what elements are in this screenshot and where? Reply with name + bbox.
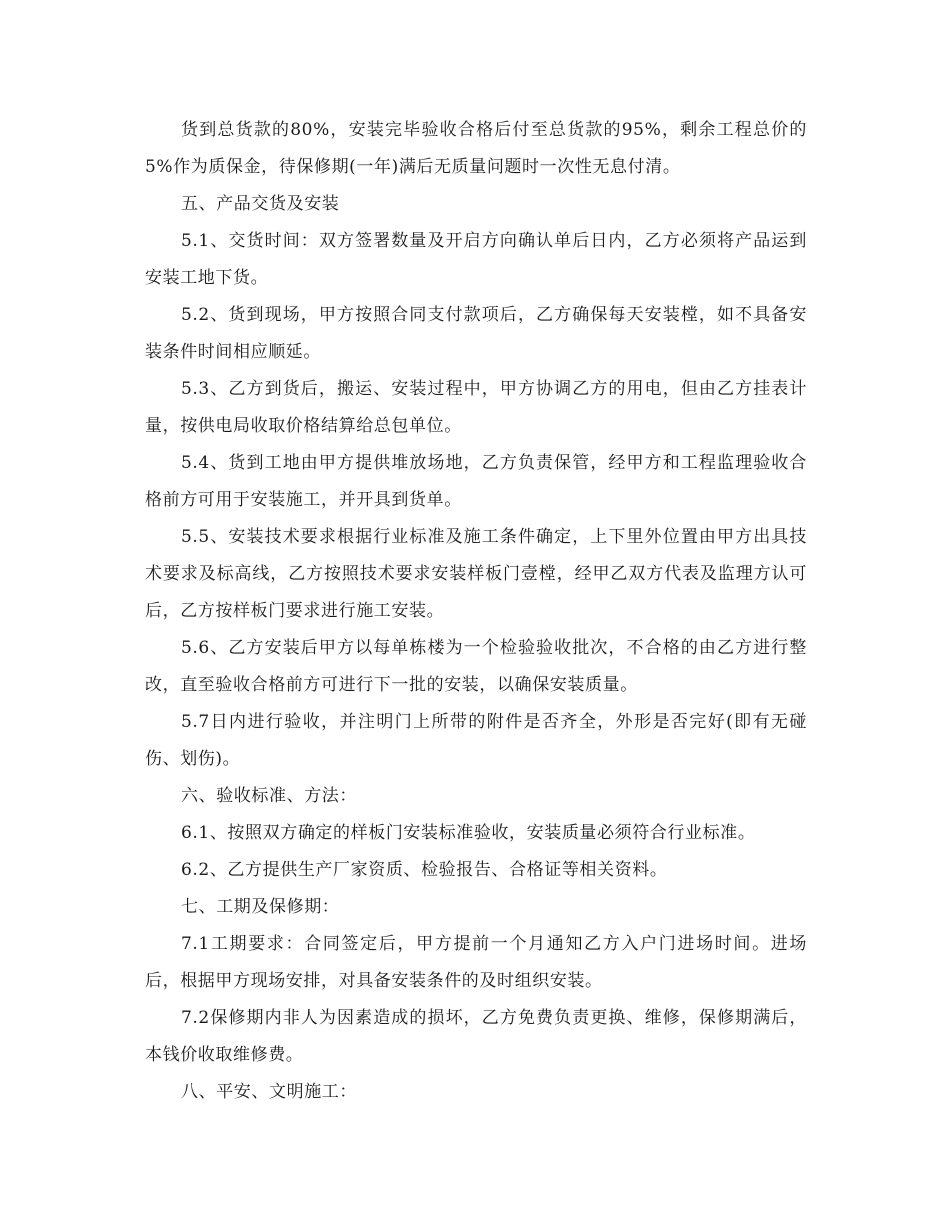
document-body — [145, 112, 807, 1111]
clause-5-5: 5.5、安装技术要求根据行业标准及施工条件确定，上下里外位置由甲方出具技术要求及标高线，乙方按照技术要求安装样板门壹樘，经甲乙双方代表及监理方认可后，乙方按样板门要求进行施工安装。 — [145, 527, 807, 621]
section-heading-schedule-warranty: 七、工期及保修期： — [181, 897, 340, 917]
clause-7-1: 7.1工期要求：合同签定后，甲方提前一个月通知乙方入户门进场时间。进场后，根据甲方现场安排，对具备安装条件的及时组织安装。 — [145, 934, 807, 991]
clause-5-1: 5.1、交货时间：双方签署数量及开启方向确认单后日内，乙方必须将产品运到安装工地下货。 — [145, 231, 807, 288]
section-heading-safety: 八、平安、文明施工： — [181, 1082, 357, 1102]
clause-6-2: 6.2、乙方提供生产厂家资质、检验报告、合格证等相关资料。 — [181, 860, 668, 880]
clause-5-3: 5.3、乙方到货后，搬运、安装过程中，甲方协调乙方的用电，但由乙方挂表计量，按供电局收取价格结算给总包单位。 — [145, 379, 807, 436]
clause-7-2: 7.2保修期内非人为因素造成的损坏，乙方免费负责更换、维修，保修期满后，本钱价收取维修费。 — [145, 1008, 807, 1065]
paragraph-payment-terms: 货到总货款的80%，安装完毕验收合格后付至总货款的95%，剩余工程总价的5%作为质保金，待保修期(一年)满后无质量问题时一次性无息付清。 — [145, 120, 807, 177]
clause-6-1: 6.1、按照双方确定的样板门安装标准验收，安装质量必须符合行业标准。 — [181, 823, 756, 843]
clause-5-4: 5.4、货到工地由甲方提供堆放场地，乙方负责保管，经甲方和工程监理验收合格前方可用于安装施工，并开具到货单。 — [145, 453, 807, 510]
section-heading-delivery: 五、产品交货及安装 — [181, 194, 340, 214]
clause-5-7: 5.7日内进行验收，并注明门上所带的附件是否齐全，外形是否完好(即有无碰伤、划伤)。 — [145, 712, 807, 769]
section-heading-acceptance: 六、验收标准、方法： — [181, 786, 357, 806]
clause-5-2: 5.2、货到现场，甲方按照合同支付款项后，乙方确保每天安装樘，如不具备安装条件时间相应顺延。 — [145, 305, 807, 362]
clause-5-6: 5.6、乙方安装后甲方以每单栋楼为一个检验验收批次，不合格的由乙方进行整改，直至验收合格前方可进行下一批的安装，以确保安装质量。 — [145, 638, 807, 695]
